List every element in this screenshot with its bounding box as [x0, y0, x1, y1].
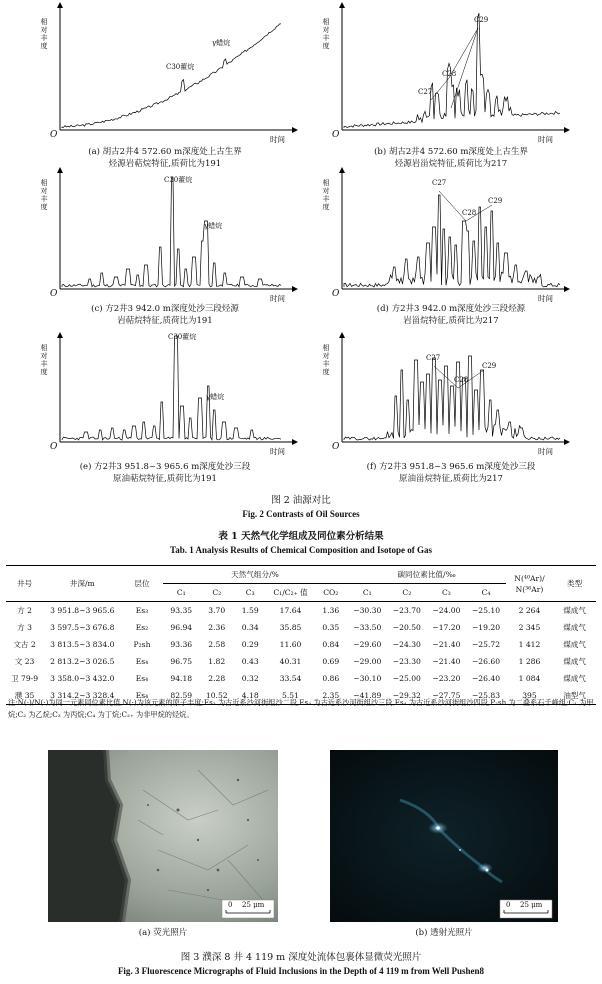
cell-gas: 2.35 [314, 687, 347, 705]
header-depth: 井深/m [43, 566, 121, 602]
peak-label-c28: C28 [462, 209, 477, 217]
caption-b-line2: 烃源岩甾烷特征,质荷比为217 [394, 159, 508, 169]
cell-well: 濮 35 [6, 687, 43, 705]
caption-c-line1: (c) 方2井3 942.0 m深度处沙三段烃源 [91, 304, 239, 314]
peak-label-gammacerane: γ蜡烷 [204, 222, 223, 230]
table-row [6, 653, 596, 670]
header-ar-ratio-line1: N(⁴⁰Ar)/ [514, 573, 545, 583]
cell-gas: 96.94 [170, 623, 193, 632]
fig2-title-en: Fig. 2 Contrasts of Oil Sources [242, 509, 360, 519]
cell-isotope: −29.60 [353, 640, 382, 649]
cell-layer: Es₄ [135, 657, 149, 666]
header-gas-c1: C₁ [163, 584, 200, 602]
cell-type: 煤成气 [563, 657, 586, 666]
x-axis-label: 时间 [270, 294, 285, 303]
gas-analysis-table [6, 565, 596, 705]
chromatogram-panel-a [20, 0, 320, 160]
table-row [6, 619, 596, 636]
cell-isotope: −41.89 [347, 687, 387, 705]
peak-label-hopane: C30藿烷 [164, 176, 193, 184]
caption-c [20, 303, 310, 327]
cell-type: 煤成气 [563, 640, 586, 649]
caption-d-line1: (d) 方2井3 942.0 m深度处沙三段烃源 [376, 304, 526, 314]
cell-isotope: −19.20 [471, 623, 501, 632]
cell-isotope: −30.30 [353, 606, 382, 615]
peak-label-c27: C27 [426, 354, 441, 362]
cell-layer: Es₄ [121, 687, 162, 705]
y-axis-label: 相对丰度 [40, 179, 48, 211]
chromatogram-d-plot [306, 165, 602, 325]
cell-gas: 93.35 [170, 606, 193, 615]
header-well: 井号 [6, 566, 43, 602]
header-gas-c3: C₃ [234, 584, 267, 602]
y-axis-label: 相对丰度 [40, 18, 48, 50]
photo-b-caption: (b) 透射光照片 [415, 928, 473, 938]
peak-label-gammacerane: γ蜡烷 [212, 39, 231, 47]
table-row [6, 670, 596, 687]
x-axis-label: 时间 [538, 447, 553, 456]
fig3-title-cn: 图 3 濮深 8 井 4 119 m 深度处流体包裹体显微荧光照片 [180, 952, 422, 963]
cell-ar-ratio: 395 [506, 687, 553, 705]
cell-gas: 11.60 [279, 640, 302, 649]
y-axis-label: 相对丰度 [322, 179, 330, 211]
cell-gas: 4.18 [234, 687, 267, 705]
cell-gas: 0.29 [241, 640, 259, 649]
origin-label: O [332, 289, 340, 299]
origin-label: O [50, 289, 58, 299]
cell-gas: 0.32 [241, 674, 259, 683]
cell-gas: 82.59 [163, 687, 200, 705]
header-iso-c3: C₃ [427, 584, 467, 602]
cell-gas: 17.64 [279, 606, 302, 615]
table-note: 注:N(·)/N(·)为同一元素同位素比值,N(·)为该元素的原子丰度;Es₂ 为古近系沙河街组沙二段,Es₃ 为古近系沙河街组沙三段,Es₄ 为古近系沙河街组沙四段,P₂sh 为二叠系石千峰组;C₁ 为甲烷;C₂ 为乙烷;C₃ 为丙烷;C₄ 为丁烷;C₂₊ 为非甲烷的烃烷。 [8, 698, 594, 719]
scale-label-a: 25 μm [242, 901, 265, 909]
origin-label: O [50, 130, 58, 140]
cell-ar-ratio: 1 412 [518, 640, 541, 649]
cell-gas: 5.51 [267, 687, 314, 705]
cell-gas: 10.52 [200, 687, 234, 705]
cell-gas: 0.34 [241, 623, 259, 632]
cell-gas: 0.86 [322, 674, 340, 683]
cell-well: 卫 79-9 [11, 674, 39, 683]
cell-ar-ratio: 2 264 [518, 606, 541, 615]
cell-gas: 2.36 [208, 623, 226, 632]
caption-e-line1: (e) 方2井3 951.8~3 965.6 m深度处沙三段 [79, 462, 251, 472]
caption-e [20, 461, 310, 485]
cell-gas: 2.58 [208, 640, 226, 649]
cell-gas: 0.43 [241, 657, 259, 666]
peak-label-c28: C28 [442, 70, 457, 78]
cell-gas: 96.75 [170, 657, 193, 666]
header-iso-c4: C₄ [466, 584, 506, 602]
header-layer: 层位 [121, 566, 162, 602]
table1-title-cn: 表 1 天然气化学组成及同位素分析结果 [218, 531, 384, 542]
cell-depth: 3 951.8~3 965.6 [50, 606, 115, 615]
cell-isotope: −26.60 [471, 657, 501, 666]
cell-isotope: −25.00 [392, 674, 421, 683]
cell-gas: 2.28 [208, 674, 226, 683]
cell-isotope: −27.75 [427, 687, 467, 705]
x-axis-label: 时间 [270, 447, 285, 456]
cell-ar-ratio: 2 345 [518, 623, 541, 632]
peak-label-hopane: C30藿烷 [168, 333, 197, 341]
cell-isotope: −26.40 [471, 674, 501, 683]
cell-isotope: −21.40 [432, 657, 461, 666]
origin-label: O [50, 442, 58, 452]
header-type: 类型 [553, 566, 596, 602]
scale-zero-b: 0 [506, 901, 511, 909]
cell-depth: 3 314.2~3 328.4 [43, 687, 121, 705]
peak-label-c29: C29 [482, 362, 497, 370]
cell-isotope: −33.50 [353, 623, 382, 632]
cell-depth: 2 813.2~3 026.5 [50, 657, 115, 666]
cell-gas: 1.82 [208, 657, 226, 666]
caption-a-line2: 烃源岩萜烷特征,质荷比为191 [108, 159, 222, 169]
caption-b-line1: (b) 胡古2井4 572.60 m深度处上古生界 [374, 147, 528, 157]
y-axis-label: 相对丰度 [322, 344, 330, 376]
header-iso-c2: C₂ [387, 584, 427, 602]
cell-isotope: −24.00 [432, 606, 461, 615]
table-row [6, 602, 596, 620]
cell-type: 油型气 [553, 687, 596, 705]
header-isotope-group: 碳同位素比值/‰ [347, 566, 505, 584]
table1-title-en: Tab. 1 Analysis Results of Chemical Composition and Isotope of Gas [170, 545, 432, 555]
header-gas-co2: CO₂ [314, 584, 347, 602]
cell-isotope: −24.30 [392, 640, 421, 649]
cell-depth: 3 597.5~3 676.8 [50, 623, 115, 632]
origin-label: O [332, 130, 340, 140]
peak-label-c27: C27 [418, 88, 433, 96]
cell-gas: 40.31 [279, 657, 302, 666]
cell-well: 文 23 [14, 657, 35, 666]
header-gas-group: 天然气组分/% [163, 566, 348, 584]
peak-label-hopane: C30藿烷 [166, 63, 195, 71]
caption-f [306, 461, 596, 485]
cell-layer: P₂sh [133, 640, 151, 649]
cell-isotope: −29.32 [387, 687, 427, 705]
caption-d [306, 303, 596, 327]
cell-isotope: −17.20 [432, 623, 461, 632]
y-axis-label: 相对丰度 [322, 18, 330, 50]
cell-ar-ratio: 1 084 [518, 674, 541, 683]
cell-isotope: −23.70 [392, 606, 421, 615]
x-axis-label: 时间 [538, 135, 553, 144]
chromatogram-b-plot [306, 0, 602, 160]
cell-type: 煤成气 [563, 674, 586, 683]
caption-d-line2: 岩甾烷特征,质荷比为217 [403, 316, 499, 326]
cell-depth: 3 358.0~3 432.0 [50, 674, 115, 683]
cell-ar-ratio: 1 286 [518, 657, 541, 666]
cell-well: 方 3 [17, 623, 32, 632]
cell-gas: 1.36 [322, 606, 340, 615]
cell-layer: Es₄ [135, 674, 149, 683]
cell-isotope: −25.10 [471, 606, 501, 615]
cell-gas: 33.54 [279, 674, 302, 683]
scale-label-b: 25 μm [520, 901, 543, 909]
cell-gas: 0.69 [322, 657, 340, 666]
cell-isotope: −21.40 [432, 640, 461, 649]
header-ar-ratio-line2: N(³⁶Ar) [515, 584, 544, 594]
fluorescence-photo [48, 750, 278, 922]
cell-layer: Es₂ [135, 623, 149, 632]
x-axis-label: 时间 [270, 135, 285, 144]
cell-depth: 3 813.5~3 834.0 [50, 640, 115, 649]
cell-layer: Es₃ [135, 606, 149, 615]
cell-isotope: −30.10 [353, 674, 382, 683]
cell-gas: 1.59 [241, 606, 259, 615]
cell-type: 煤成气 [563, 606, 586, 615]
cell-well: 文古 2 [13, 640, 36, 649]
caption-e-line2: 原油萜烷特征,质荷比为191 [113, 474, 217, 484]
fig3-title-en: Fig. 3 Fluorescence Micrographs of Fluid Inclusions in the Depth of 4 119 m from Well Pushen8 [117, 966, 485, 976]
x-axis-label: 时间 [538, 294, 553, 303]
cell-isotope: −23.30 [392, 657, 421, 666]
peak-label-c27: C27 [432, 179, 447, 187]
cell-type: 煤成气 [563, 623, 586, 632]
caption-a-line1: (a) 胡古2井4 572.60 m深度处上古生界 [88, 147, 242, 157]
chromatogram-panel-c [20, 165, 320, 325]
caption-f-line1: (f) 方2井3 951.8~3 965.6 m深度处沙三段 [366, 462, 536, 472]
peak-label-c28: C28 [454, 376, 469, 384]
cell-isotope: −29.00 [353, 657, 382, 666]
cell-gas: 35.85 [279, 623, 302, 632]
cell-gas: 0.84 [322, 640, 340, 649]
table-row [6, 636, 596, 653]
chromatogram-panel-b [306, 0, 602, 160]
cell-isotope: −20.50 [392, 623, 421, 632]
table-body [6, 602, 596, 705]
y-axis-label: 相对丰度 [40, 344, 48, 376]
caption-f-line2: 原油甾烷特征,质荷比为217 [399, 474, 503, 484]
header-gas-c2: C₂ [200, 584, 234, 602]
peak-label-gammacerane: γ蜡烷 [206, 393, 225, 401]
cell-isotope: −25.72 [471, 640, 501, 649]
caption-c-line2: 岩萜烷特征,质荷比为191 [117, 316, 213, 326]
cell-gas: 94.18 [170, 674, 193, 683]
cell-isotope: −25.83 [466, 687, 506, 705]
peak-label-c29: C29 [488, 197, 503, 205]
chromatogram-panel-d [306, 165, 602, 325]
header-iso-c1: C₁ [347, 584, 387, 602]
cell-isotope: −23.20 [432, 674, 461, 683]
transmitted-light-photo [330, 750, 558, 922]
cell-gas: 93.36 [170, 640, 193, 649]
cell-gas: 3.70 [208, 606, 226, 615]
photo-a-caption: (a) 荧光照片 [138, 928, 188, 938]
scale-zero-a: 0 [228, 901, 233, 909]
peak-label-c29: C29 [474, 16, 489, 24]
header-gas-ratio: C₁/C₂₊ 值 [267, 584, 314, 602]
header-ar-ratio [506, 566, 553, 602]
fig2-title-cn: 图 2 油源对比 [271, 495, 331, 506]
cell-well: 方 2 [17, 606, 32, 615]
origin-label: O [332, 442, 340, 452]
cell-gas: 0.35 [322, 623, 340, 632]
